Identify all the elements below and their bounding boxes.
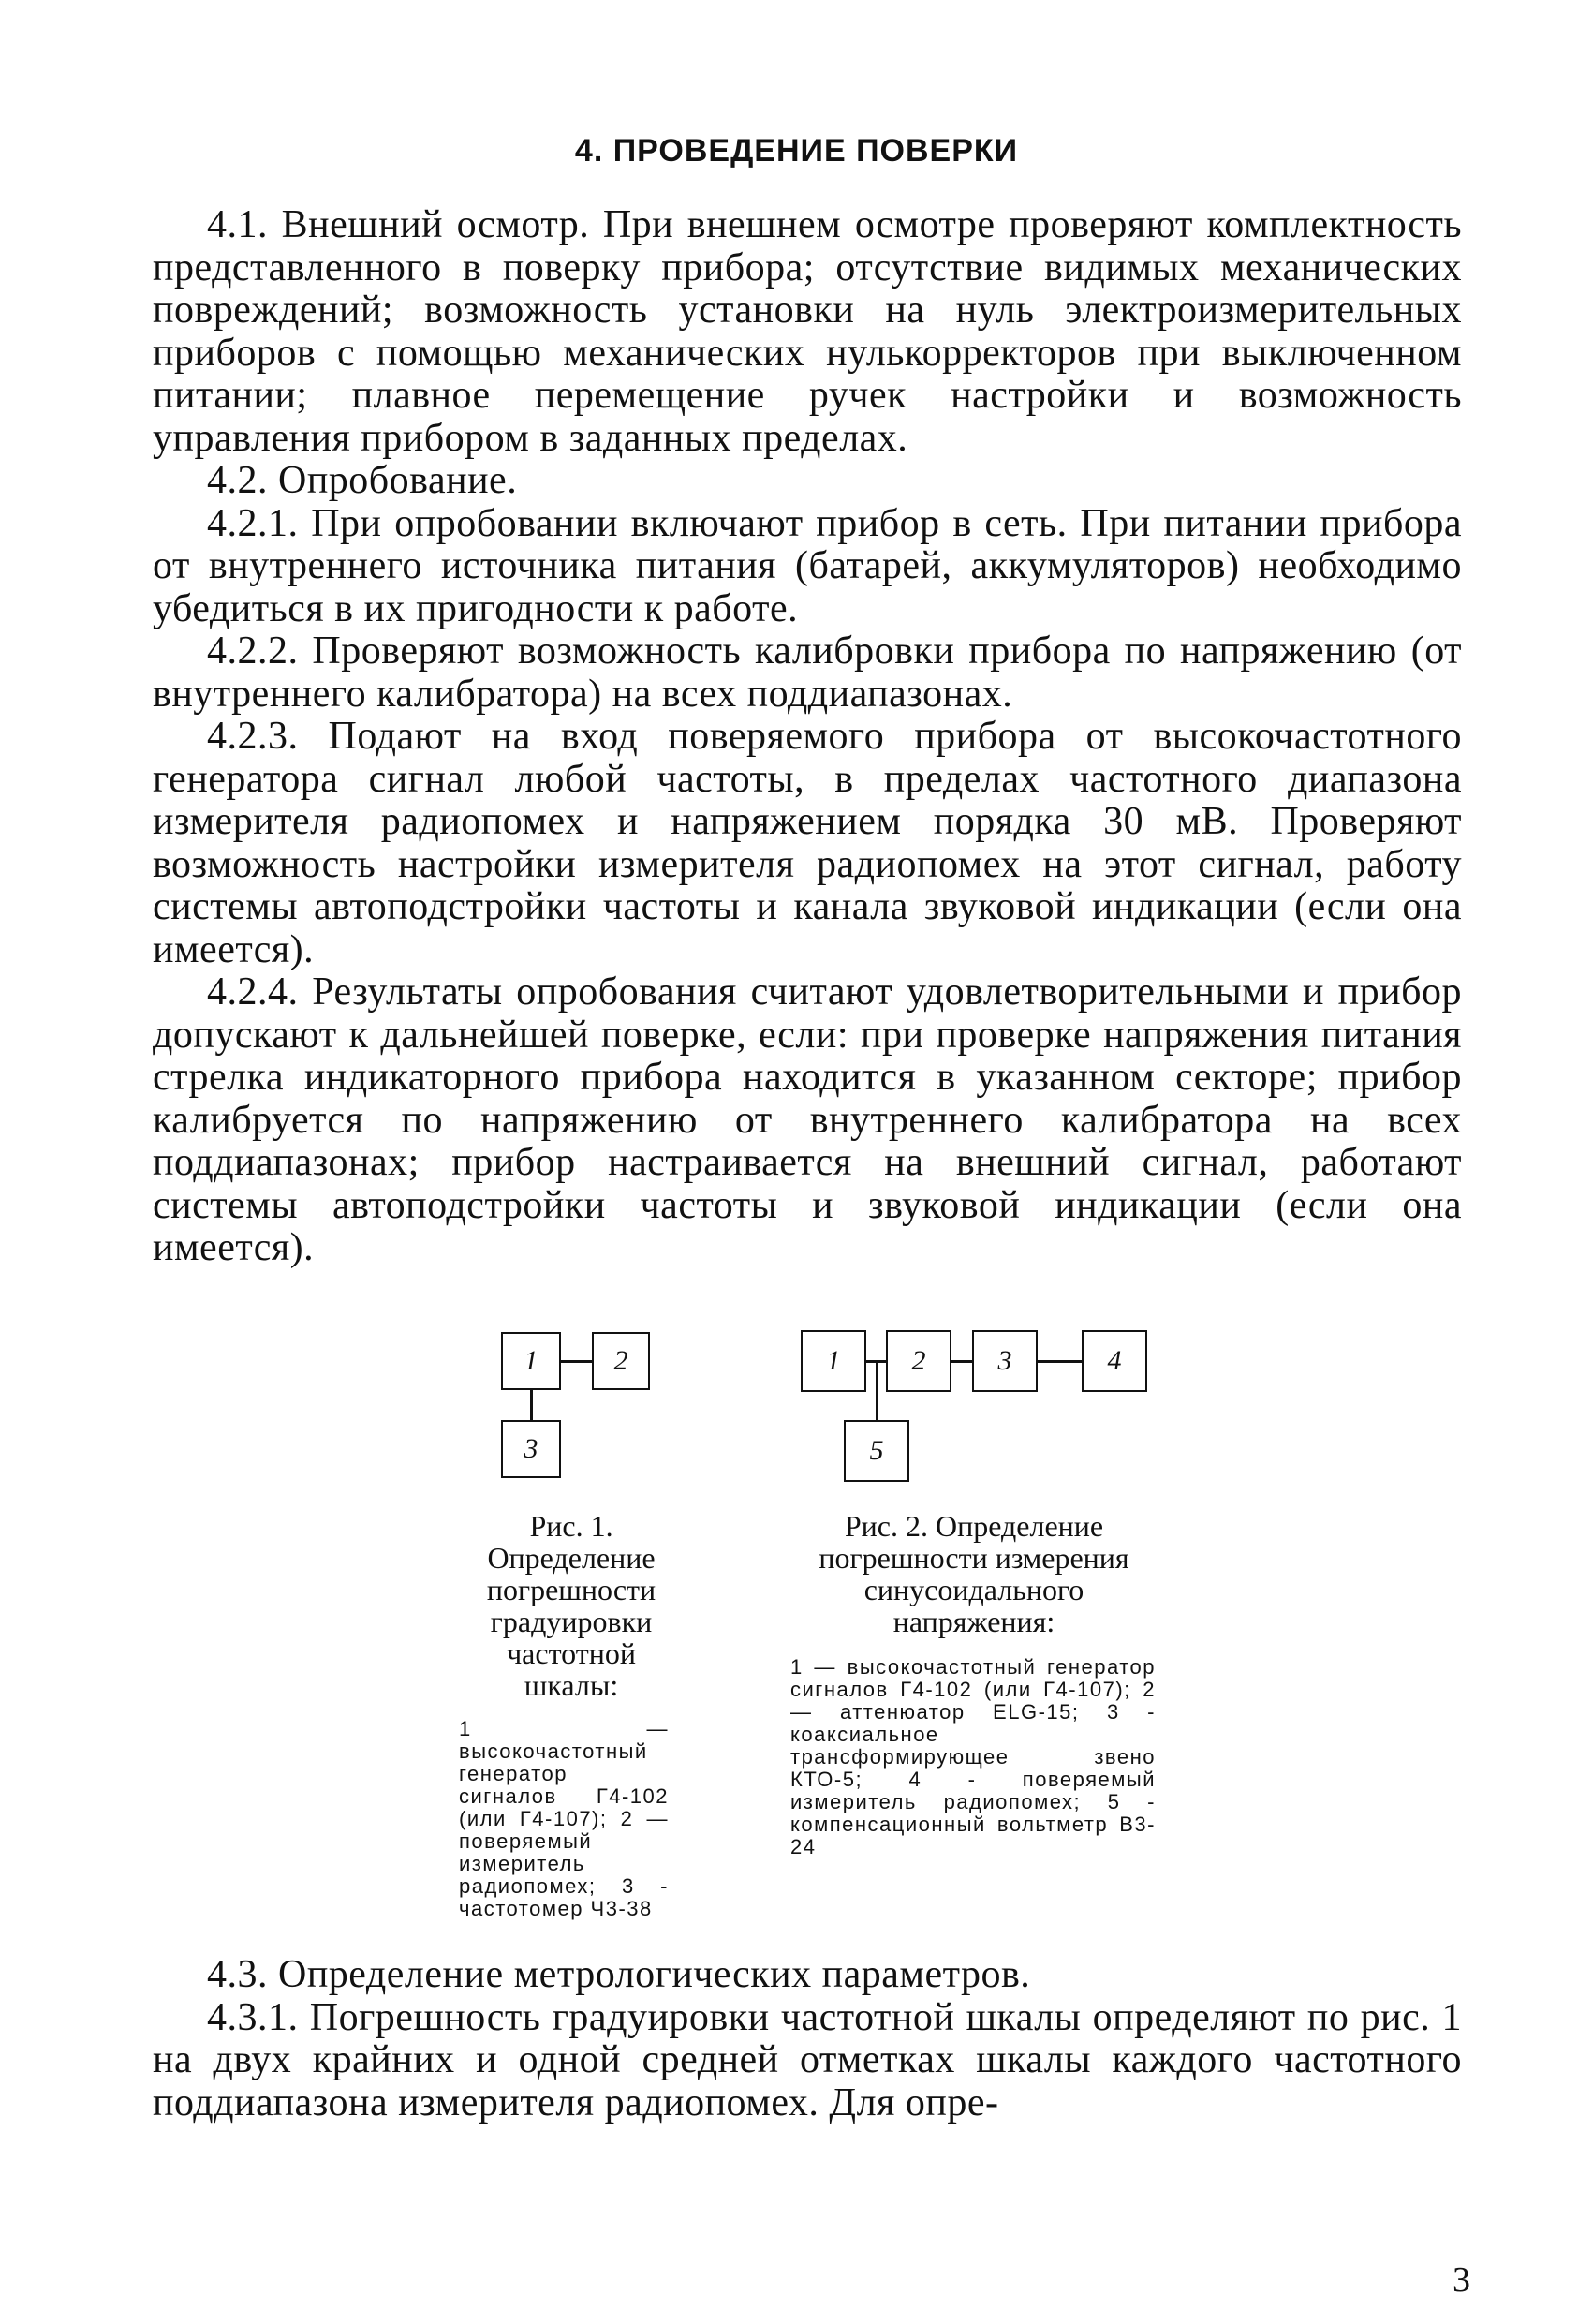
paragraph-4-2: 4.2. Опробование. <box>207 459 518 502</box>
body-text-top <box>153 204 1462 1270</box>
paragraph-4-2-4: 4.2.4. Результаты опробования считают удовлетворительными и прибор допускают к дальнейшей поверке, если: при проверке напряжения питания стрелка индикаторного прибора находится в указанном секторе; прибор калибруется по напряжению от внутреннего калибратора на всех поддиапазонах; прибор настраивается на внешний сигнал, работают системы автоподстройки частоты и звуковой индикации (если она имеется). <box>153 970 1462 1269</box>
figure-1-caption: Рис. 1. Определение погрешности градуировки частотной шкалы: <box>486 1509 656 1702</box>
figure-2-caption: Рис. 2. Определение погрешности измерения синусоидального напряжения: <box>819 1509 1129 1638</box>
figure-2-block-2: 2 <box>886 1330 951 1392</box>
paragraph-4-3-1: 4.3.1. Погрешность градуировки частотной шкалы определяют по рис. 1 на двух крайних и одной средней отметках шкалы каждого частотного поддиапазона измерителя радиопомех. Для опре- <box>153 1995 1462 2124</box>
figure-2-block-4: 4 <box>1082 1330 1147 1392</box>
figure-1-block-1: 1 <box>501 1332 561 1390</box>
body-text-bottom <box>153 1954 1462 2124</box>
paragraph-4-2-2: 4.2.2. Проверяют возможность калибровки прибора по напряжению (от внутреннего калибратора) на всех поддиапазонах. <box>153 629 1462 716</box>
figure-1-block-2: 2 <box>592 1332 650 1390</box>
figure-2-wire-3-4 <box>1038 1360 1082 1363</box>
section-title: 4. ПРОВЕДЕНИЕ ПОВЕРКИ <box>574 133 1019 169</box>
paragraph-4-1: 4.1. Внешний осмотр. При внешнем осмотре проверяют комплектность представленного в поверку прибора; отсутствие видимых механических повреждений; возможность установки на нуль электроизмерительных приборов с помощью механических нулькорректоров при выключенном питании; плавное перемещение ручек настройки и возможность управления прибором в заданных пределах. <box>153 203 1462 460</box>
figure-1-block-3: 3 <box>501 1420 561 1478</box>
figure-2-block-5: 5 <box>844 1420 909 1482</box>
paragraph-4-2-1: 4.2.1. При опробовании включают прибор в сеть. При питании прибора от внутреннего источника питания (батарей, аккумуляторов) необходимо убедиться в их пригодности к работе. <box>153 501 1462 630</box>
figure-1-wire-1-2 <box>561 1360 592 1363</box>
figure-1 <box>440 1311 721 1967</box>
figure-2-block-3: 3 <box>972 1330 1038 1392</box>
paragraph-4-2-3: 4.2.3. Подают на вход поверяемого прибора от высокочастотного генератора сигнал любой частоты, в пределах частотного диапазона измерителя радиопомех и напряжением порядка 30 мВ. Проверяют возможность настройки измерителя радиопомех на этот сигнал, работу системы автоподстройки частоты и канала звуковой индикации (если она имеется). <box>153 715 1462 971</box>
figure-2-block-1: 1 <box>801 1330 866 1392</box>
page-number: 3 <box>1453 2260 1470 2300</box>
figure-1-legend: 1 — высокочастотный генератор сигналов Г4-102 (или Г4-107); 2 — поверяемый измеритель радиопомех; 3 - частотомер Ч3-38 <box>459 1717 669 1920</box>
paragraph-4-3: 4.3. Определение метрологических параметров. <box>207 1953 1031 1996</box>
figure-1-wire-1-3 <box>530 1390 533 1420</box>
figure-2-legend: 1 — высокочастотный генератор сигналов Г4-102 (или Г4-107); 2 — аттенюатор ELG-15; 3 - коаксиальное трансформирующее звено КТО-5; 4 - поверяемый измеритель радиопомех; 5 - компенсационный вольтметр В3-24 <box>790 1655 1156 1858</box>
figure-2-wire-2-3 <box>951 1360 972 1363</box>
figure-2-wire-tap-5 <box>876 1361 878 1420</box>
figure-2 <box>777 1311 1171 1911</box>
